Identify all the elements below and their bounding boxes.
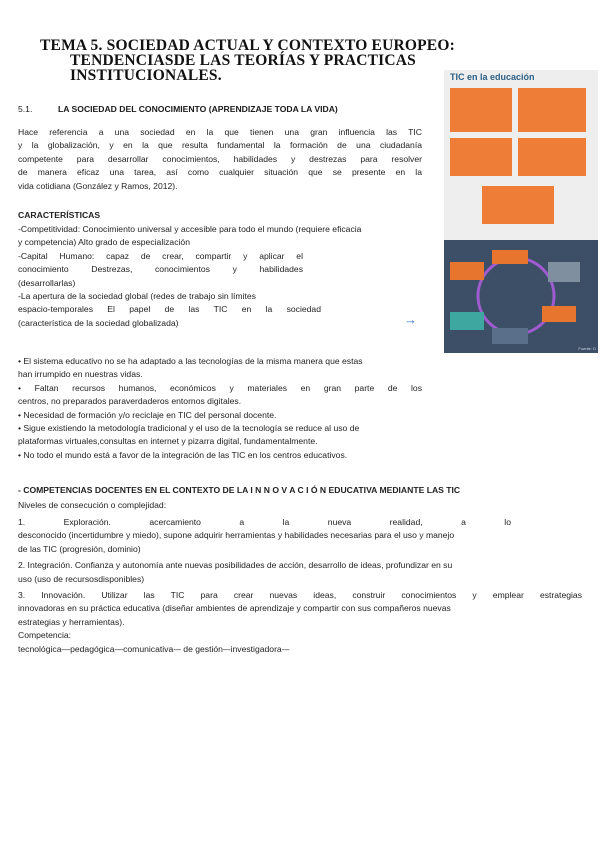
competency-line: uso (uso de recursosdisponibles) bbox=[18, 573, 145, 584]
competency-line: 1. Exploración. acercamiento a la nueva realidad, a lo bbox=[18, 517, 511, 527]
characteristics-line: -Competitividad: Conocimiento universal y accesible para todo el mundo (requiere eficacia bbox=[18, 224, 362, 234]
cycle-ring bbox=[478, 258, 554, 334]
tic-figure-cycle-panel bbox=[444, 240, 598, 353]
orange-box bbox=[518, 138, 586, 176]
orange-box bbox=[518, 88, 586, 132]
competency-line: Competencia: bbox=[18, 630, 72, 641]
competency-line: estrategias y herramientas). bbox=[18, 616, 125, 627]
competency-line: tecnológica—pedagógica—comunicativa-– de gestión–-investigadora-– bbox=[18, 643, 290, 654]
characteristics-line: -Capital Humano: capaz de crear, compartir y aplicar el bbox=[18, 250, 303, 261]
title-line-1: TEMA 5. SOCIEDAD ACTUAL Y CONTEXTO EUROPEO: bbox=[40, 37, 455, 54]
intro-line: vida cotidiana (González y Ramos, 2012). bbox=[18, 180, 178, 191]
characteristics-line: conocimiento Destrezas, conocimientos y habilidades bbox=[18, 264, 303, 275]
characteristics-line: -La apertura de la sociedad global (redes de trabajo sin límites bbox=[18, 291, 256, 302]
tic-education-figure bbox=[444, 70, 598, 353]
intro-paragraph bbox=[18, 126, 422, 193]
bullet-line: • No todo el mundo está a favor de la integración de las TIC en los centros educativos. bbox=[18, 449, 348, 460]
cycle-node bbox=[450, 312, 484, 330]
characteristics-heading: CARACTERÍSTICAS bbox=[18, 210, 101, 220]
bullet-line: han irrumpido en nuestras vidas. bbox=[18, 369, 143, 380]
characteristics-line: y competencia) Alto grado de especialización bbox=[18, 237, 190, 248]
bullet-line: • Sigue existiendo la metodología tradicional y el uso de la tecnología se reduce al uso de bbox=[18, 423, 360, 434]
page-title bbox=[40, 38, 480, 83]
section-number: 5.1. bbox=[18, 104, 33, 114]
orange-box bbox=[450, 138, 512, 176]
competency-line: 3. Innovación. Utilizar las TIC para crear nuevas ideas, construir conocimientos y emplear estrategias bbox=[18, 590, 582, 601]
bullet-line: centros, no preparados paraverdaderos entornos digitales. bbox=[18, 396, 242, 407]
section-heading bbox=[18, 104, 338, 114]
cycle-diagram bbox=[444, 240, 598, 353]
tic-figure-source: Fuente: D bbox=[578, 346, 596, 351]
orange-box bbox=[450, 88, 512, 132]
tic-figure-top-panel bbox=[444, 70, 598, 240]
orange-box bbox=[482, 186, 554, 224]
bullet-line: • Faltan recursos humanos, económicos y materiales en gran parte de los bbox=[18, 382, 422, 393]
characteristics-list bbox=[18, 223, 442, 330]
characteristics-line: espacio-temporales El papel de las TIC en la sociedad bbox=[18, 304, 321, 315]
intro-line: de manera eficaz una tarea, así como cualquier situación que se presente en la bbox=[18, 167, 422, 178]
bullet-line: • Necesidad de formación y/o reciclaje en TIC del personal docente. bbox=[18, 409, 277, 420]
competency-line: de las TIC (progresión, dominio) bbox=[18, 543, 141, 554]
title-line-3: INSTITUCIONALES. bbox=[70, 67, 222, 84]
characteristics-line: (desarrollarlas) bbox=[18, 277, 76, 288]
cycle-node bbox=[492, 328, 528, 344]
intro-line: competente para desarrollar conocimientos, habilidades y destrezas para resolver bbox=[18, 153, 422, 164]
competency-line: 2. Integración. Confianza y autonomía ante nuevas posibilidades de acción, desarrollo de ideas, profundizar en su bbox=[18, 560, 453, 571]
competency-line: desconocido (incertidumbre y miedo), supone adquirir herramientas y habilidades necesarias para el uso y manejo bbox=[18, 530, 455, 541]
cycle-node bbox=[542, 306, 576, 322]
intro-line: Hace referencia a una sociedad en la que tienen una gran influencia las TIC bbox=[18, 127, 422, 137]
bullet-line: • El sistema educativo no se ha adaptado a las tecnologías de la misma manera que estas bbox=[18, 356, 363, 366]
tic-figure-title: TIC en la educación bbox=[450, 72, 535, 82]
intro-line: y la globalización, y en la que resulta fundamental la formación de una ciudadanía bbox=[18, 140, 422, 151]
competencies-heading: - COMPETENCIAS DOCENTES EN EL CONTEXTO DE LA I N N O V A C I Ó N EDUCATIVA MEDIANTE LAS TIC bbox=[18, 485, 461, 495]
competencies-subheading: Niveles de consecución o complejidad: bbox=[18, 500, 167, 510]
cycle-node bbox=[492, 250, 528, 264]
competencies-list bbox=[18, 516, 582, 656]
competency-line: innovadoras en su práctica educativa (diseñar ambientes de aprendizaje y compartir con sus compañeros nuevas bbox=[18, 603, 451, 614]
title-line-2: TENDENCIASDE LAS TEORÍAS Y PRACTICAS bbox=[70, 52, 416, 69]
arrow-right-icon: → bbox=[404, 312, 417, 327]
bullet-list bbox=[18, 355, 422, 462]
characteristics-line: (característica de la sociedad globalizada) bbox=[18, 317, 179, 328]
section-title: LA SOCIEDAD DEL CONOCIMIENTO (APRENDIZAJE TODA LA VIDA) bbox=[58, 104, 338, 114]
bullet-line: plataformas virtuales,consultas en internet y pizarra digital, fundamentalmente. bbox=[18, 436, 318, 447]
cycle-node bbox=[548, 262, 580, 282]
cycle-node bbox=[450, 262, 484, 280]
